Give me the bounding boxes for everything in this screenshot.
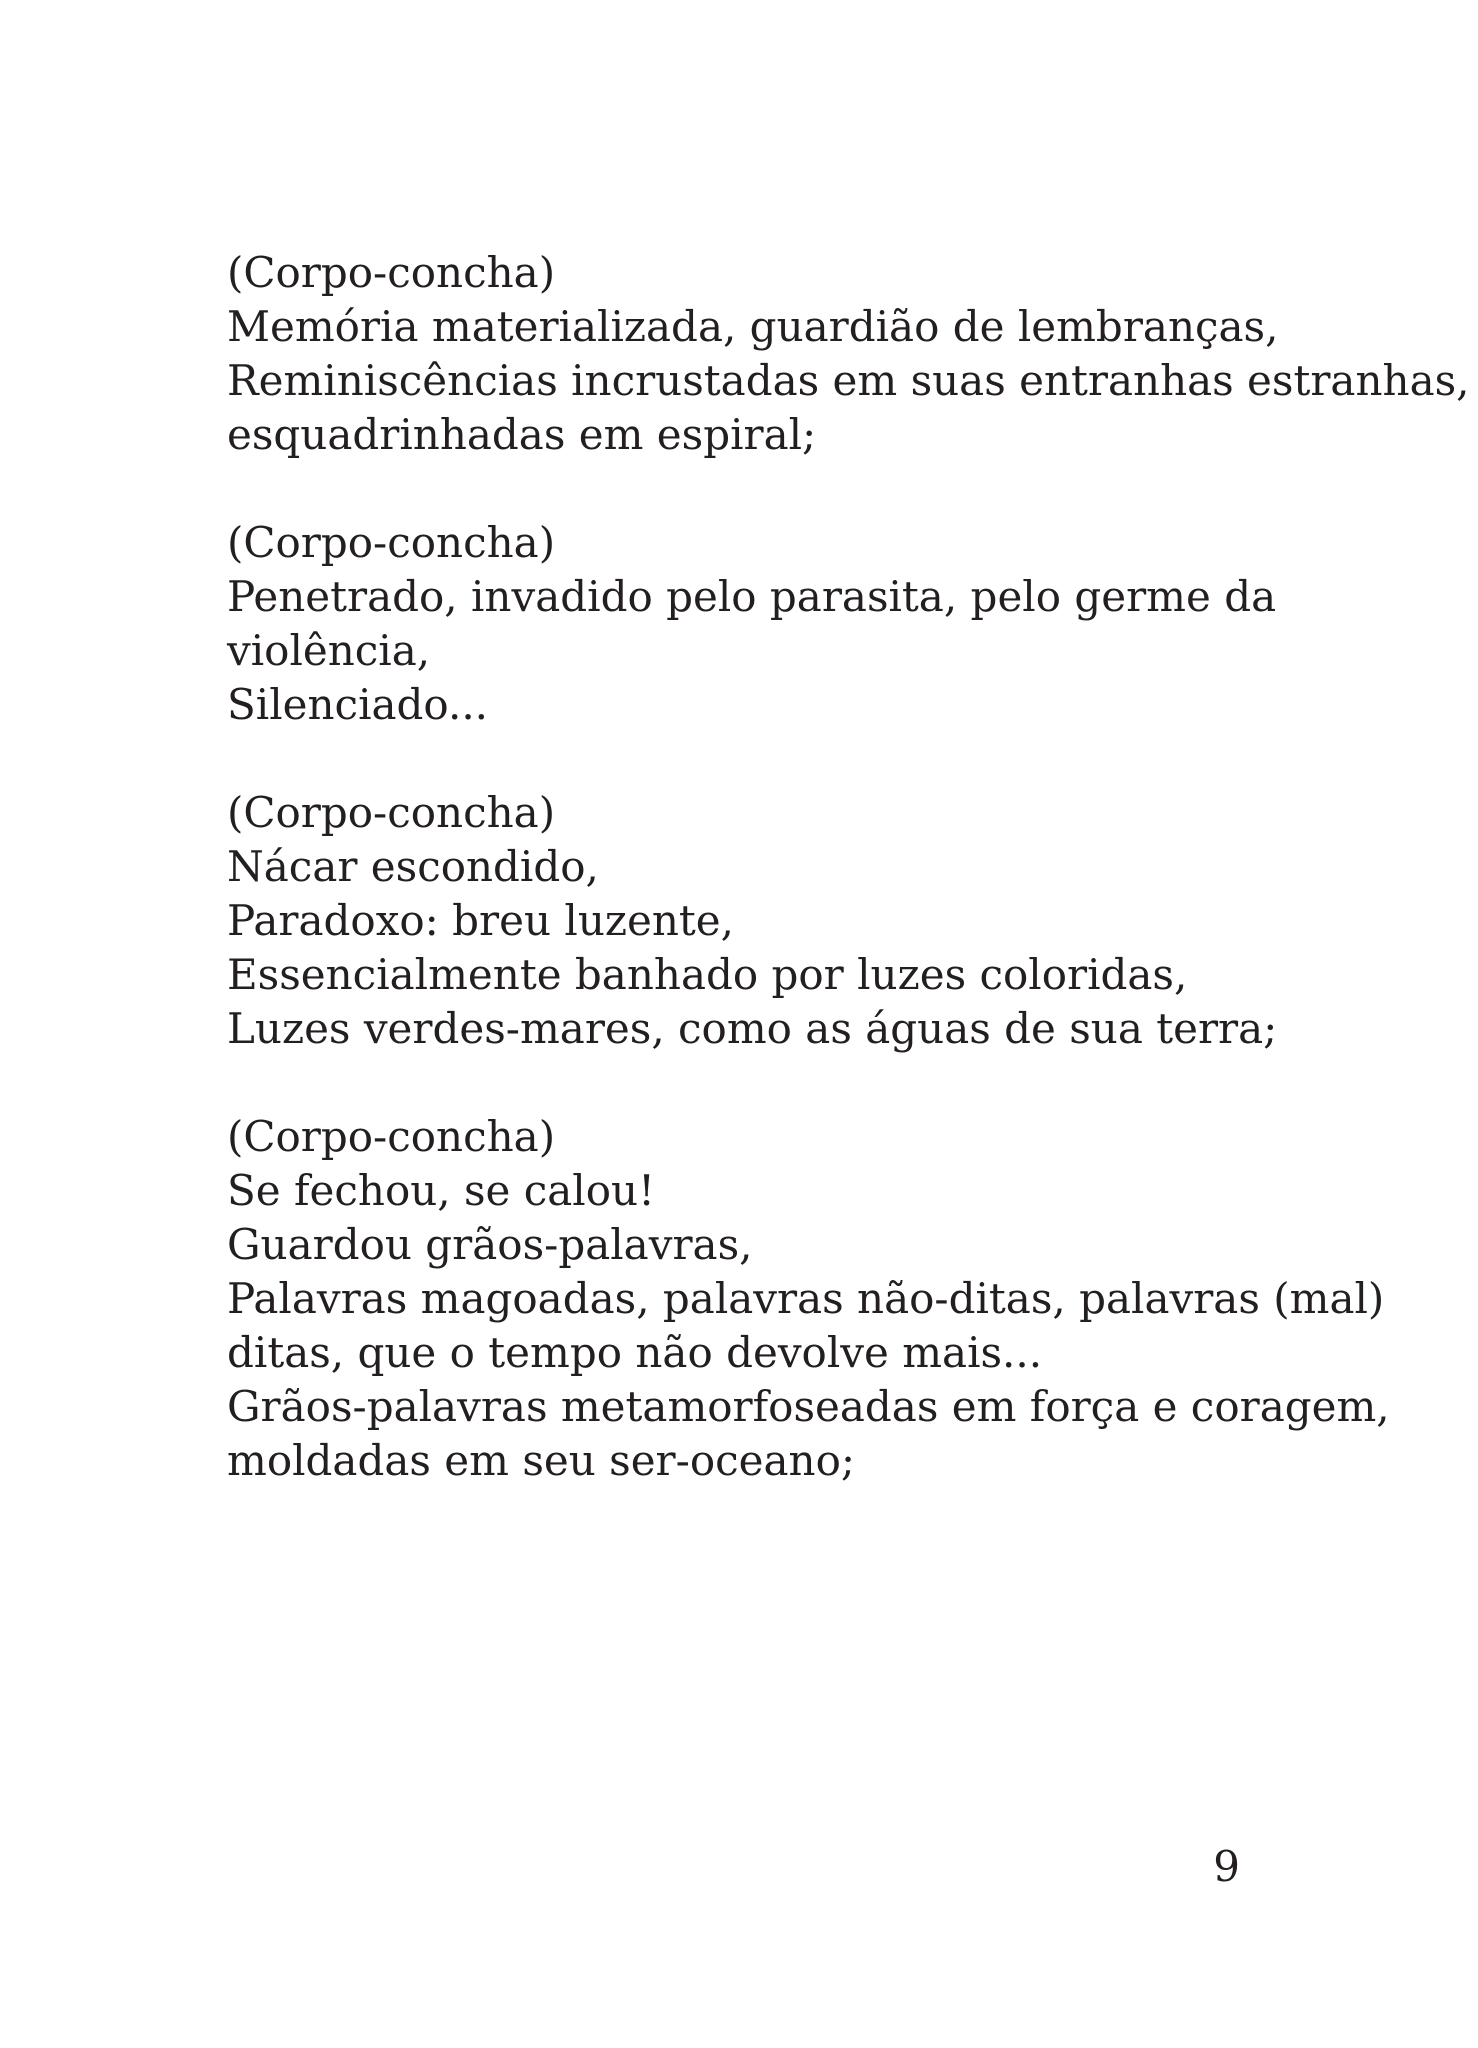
- poem-line: Penetrado, invadido pelo parasita, pelo germe da: [227, 572, 1277, 621]
- poem-line: Luzes verdes-mares, como as águas de sua terra;: [227, 1004, 1278, 1053]
- poem-line: Guardou grãos-palavras,: [227, 1220, 753, 1269]
- poem-line: Palavras magoadas, palavras não-ditas, palavras (mal): [227, 1274, 1385, 1323]
- poem-line: moldadas em seu ser-oceano;: [227, 1436, 856, 1485]
- poem-line: (Corpo-concha): [227, 788, 556, 837]
- poem-line: Silenciado...: [227, 680, 489, 729]
- poem-line: Grãos-palavras metamorfoseadas em força e coragem,: [227, 1382, 1390, 1431]
- stanza-2: [227, 516, 1327, 732]
- poem-line: Nácar escondido,: [227, 842, 599, 891]
- poem-line: esquadrinhadas em espiral;: [227, 410, 817, 459]
- stanza-1: [227, 246, 1470, 462]
- poem-line: Reminiscências incrustadas em suas entranhas estranhas,: [227, 356, 1470, 405]
- poem-line: (Corpo-concha): [227, 1112, 556, 1161]
- poem-line: (Corpo-concha): [227, 248, 556, 297]
- page-number: 9: [1213, 1842, 1240, 1891]
- poem-line: Essencialmente banhado por luzes coloridas,: [227, 950, 1188, 999]
- poem-line: Paradoxo: breu luzente,: [227, 896, 734, 945]
- stanza-4: [227, 1110, 1390, 1488]
- poem-line: Se fechou, se calou!: [227, 1166, 655, 1215]
- stanza-3: [227, 786, 1327, 1056]
- poem-body: [227, 246, 1470, 1542]
- poem-line: (Corpo-concha): [227, 518, 556, 567]
- poem-line: ditas, que o tempo não devolve mais...: [227, 1328, 1043, 1377]
- poem-line: violência,: [227, 626, 431, 675]
- poem-line: Memória materializada, guardião de lembranças,: [227, 302, 1279, 351]
